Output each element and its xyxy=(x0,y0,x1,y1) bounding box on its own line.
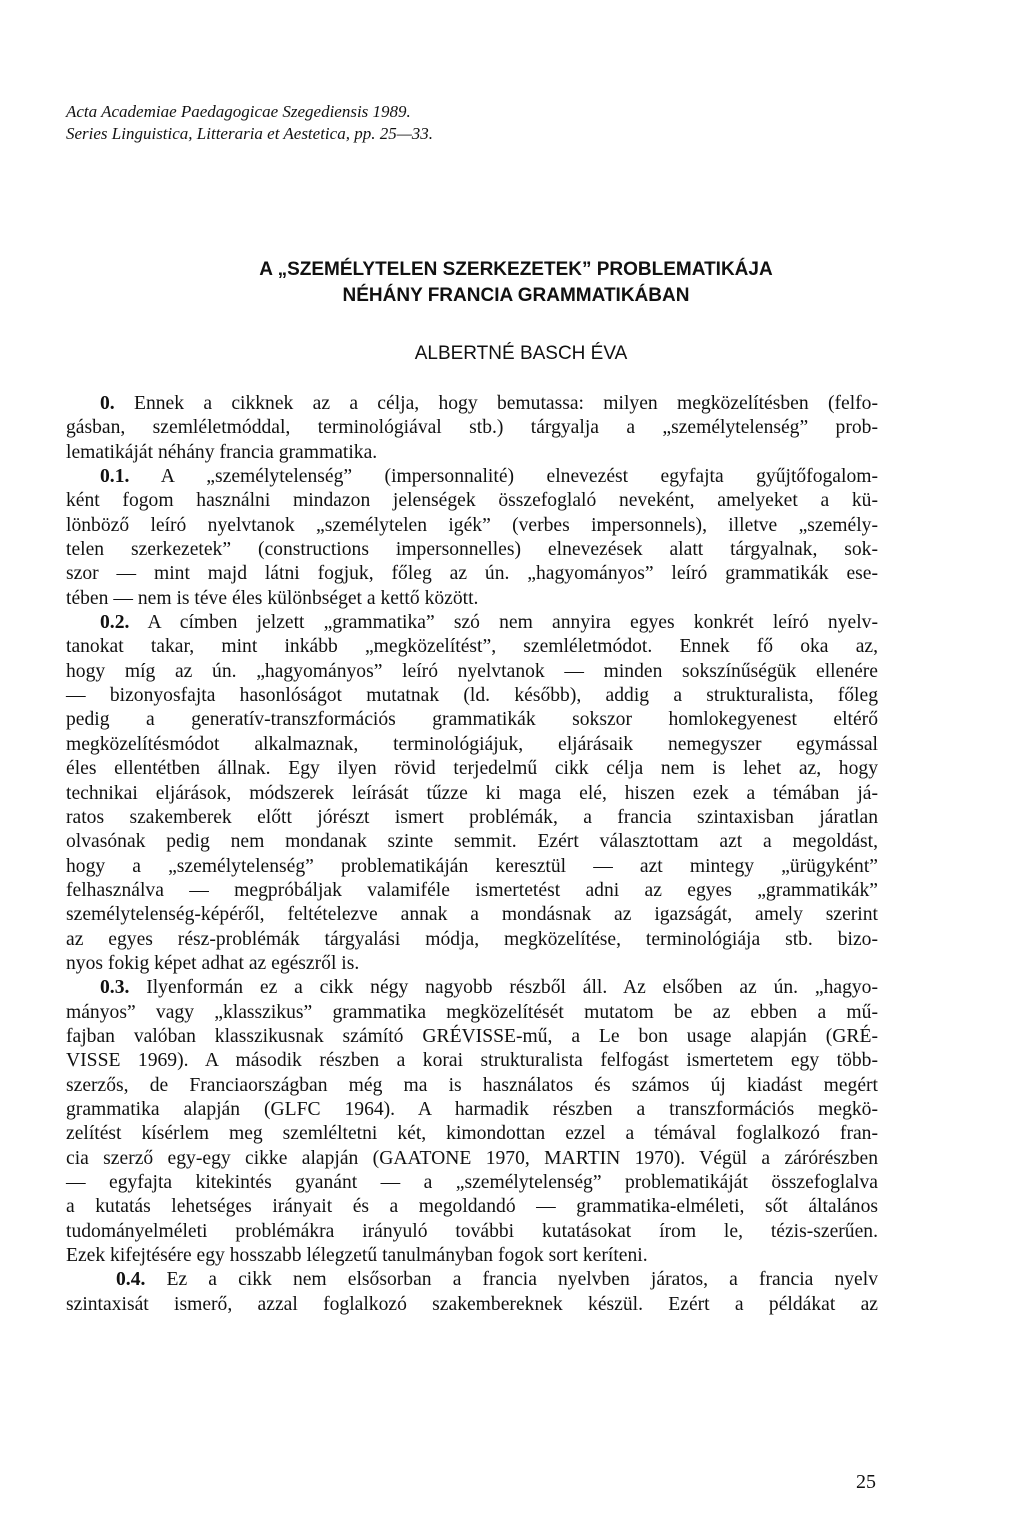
text-line: zelítést kísérlem meg szemléltetni két, kimondottan ezzel a témával foglalkozó fran- xyxy=(66,1123,878,1145)
text-line-content: Ilyenformán ez a cikk négy nagyobb részből áll. Az elsőben az ún. „hagyo- xyxy=(146,977,878,999)
text-line: pedig a generatív-transzformációs grammatikák sokszor homlokegyenest eltérő xyxy=(66,709,878,731)
text-line xyxy=(66,392,878,416)
text-line-content: Ez a cikk nem elsősorban a francia nyelvben járatos, a francia nyelv xyxy=(166,1269,878,1291)
text-line: tudományelméleti problémákra irányuló további kutatásokat írom le, tézis-szerűen. xyxy=(66,1220,878,1242)
text-line: VISSE 1969). A második részben a korai strukturalista felfogást ismertetem egy több- xyxy=(66,1050,878,1072)
text-line: mányos” vagy „klasszikus” grammatika megközelítését mutatom be az ebben a mű- xyxy=(66,1001,878,1023)
text-line xyxy=(66,1268,878,1292)
text-line: megközelítésmódot alkalmaznak, terminológiájuk, eljárásaik nemegyszer egymással xyxy=(66,733,878,755)
text-line: gásban, szemléletmóddal, terminológiával stb.) tárgyalja a „személytelenség” prob- xyxy=(66,417,878,439)
text-line-content: A címben jelzett „grammatika” szó nem annyira egyes konkrét leíró nyelv- xyxy=(147,612,878,634)
text-line: — bizonyosfajta hasonlóságot mutatnak (ld. később), addig a strukturalista, főleg xyxy=(66,685,878,707)
text-line-content: A „személytelenség” (impersonnalité) elnevezést egyfajta gyűjtőfogalom- xyxy=(160,466,879,488)
paragraph xyxy=(66,392,878,465)
paragraph-number: 0.4. xyxy=(116,1269,146,1291)
text-line: nyos fokig képet adhat az egészről is. xyxy=(66,952,360,974)
text-line: tanokat takar, mint inkább „megközelítést”, szemléletmódot. Ennek fő oka az, xyxy=(66,636,878,658)
paragraph xyxy=(66,976,878,1268)
text-line: olvasónak pedig nem mondanak szinte semmit. Ezért választottam azt a megoldást, xyxy=(66,831,878,853)
text-line: Ezek kifejtésére egy hosszabb lélegzetű tanulmányban fogok sort keríteni. xyxy=(66,1245,648,1267)
text-line: szerzős, de Franciaországban még ma is használatos és számos új kiadást megért xyxy=(66,1074,878,1096)
paragraph xyxy=(66,611,878,976)
text-line: lönböző leíró nyelvtanok „személytelen igék” (verbes impersonnels), illetve „személy- xyxy=(66,514,878,536)
article-title-line-2: NÉHÁNY FRANCIA GRAMMATIKÁBAN xyxy=(342,285,690,306)
paragraph-number: 0.2. xyxy=(100,612,130,634)
page-number: 25 xyxy=(856,1471,876,1493)
paragraph xyxy=(66,1268,878,1317)
author-name: ALBERTNÉ BASCH ÉVA xyxy=(414,343,628,364)
paragraph-number: 0.3. xyxy=(100,977,130,999)
text-line-content: Ennek a cikknek az a célja, hogy bemutassa: milyen megközelítésben (felfo- xyxy=(134,393,878,414)
text-line: fajban valóban klasszikusnak számító GRÉVISSE-mű, a Le bon usage alapján (GRÉ- xyxy=(66,1025,878,1047)
text-line: tében — nem is téve éles különbséget a kettő között. xyxy=(66,587,479,609)
text-line: lematikáját néhány francia grammatika. xyxy=(66,441,378,463)
paragraph-number: 0.1. xyxy=(100,466,130,488)
text-line xyxy=(66,611,878,635)
text-line: a kutatás lehetséges irányait és a megoldandó — grammatika-elméleti, sőt általános xyxy=(66,1196,878,1218)
text-line: éles ellentétben állnak. Egy ilyen rövid terjedelmű cikk célja nem is lehet az, hogy xyxy=(66,758,878,780)
article-title-line-1: A „SZEMÉLYTELEN SZERKEZETEK” PROBLEMATIKÁJA xyxy=(259,259,773,280)
article-body xyxy=(66,392,878,1317)
journal-header xyxy=(66,101,766,145)
paragraph xyxy=(66,465,878,611)
journal-header-line-2: Series Linguistica, Litteraria et Aestetica, pp. 25—33. xyxy=(66,124,434,143)
text-line: szintaxisát ismerő, azzal foglalkozó szakembereknek készül. Ezért a példákat az xyxy=(66,1293,878,1315)
text-line: hogy míg az ún. „hagyományos” leíró nyelvtanok — minden sokszínűségük ellenére xyxy=(66,660,878,682)
text-line: grammatika alapján (GLFC 1964). A harmadik részben a transzformációs megkö- xyxy=(66,1098,878,1120)
text-line: — egyfajta kitekintés gyanánt — a „személytelenség” problematikáját összefoglalva xyxy=(66,1172,878,1193)
paragraph-number: 0. xyxy=(100,393,115,414)
journal-header-line-1: Acta Academiae Paedagogicae Szegediensis 1989. xyxy=(66,102,411,121)
article-title xyxy=(0,257,1024,309)
text-line: felhasználva — megpróbáljak valamiféle ismertetést adni az egyes „grammatikák” xyxy=(66,879,878,901)
text-line: ként fogom használni mindazon jelenségek összefoglaló neveként, amelyeket a kü- xyxy=(66,490,878,512)
text-line: hogy a „személytelenség” problematikáján keresztül — azt mintegy „ürügyként” xyxy=(66,855,878,877)
text-line: technikai eljárások, módszerek leírását tűzze ki maga elé, hiszen ezek a témában já- xyxy=(66,782,878,804)
text-line xyxy=(66,465,878,489)
text-line: ratos szakemberek előtt jórészt ismert problémák, a francia szintaxisban járatlan xyxy=(66,806,878,828)
text-line: cia szerző egy-egy cikke alapján (GAATONE 1970, MARTIN 1970). Végül a zárórészben xyxy=(66,1147,878,1169)
text-line xyxy=(66,976,878,1000)
text-line: személytelenség-képéről, feltételezve annak a mondásnak az igazságát, amely szerint xyxy=(66,904,878,926)
text-line: telen szerkezetek” (constructions impersonnelles) elnevezések alatt tárgyalnak, sok- xyxy=(66,539,878,561)
text-line: az egyes rész-problémák tárgyalási módja, megközelítése, terminológiája stb. bizo- xyxy=(66,928,878,950)
text-line: szor — mint majd látni fogjuk, főleg az ún. „hagyományos” leíró grammatikák ese- xyxy=(66,563,878,585)
